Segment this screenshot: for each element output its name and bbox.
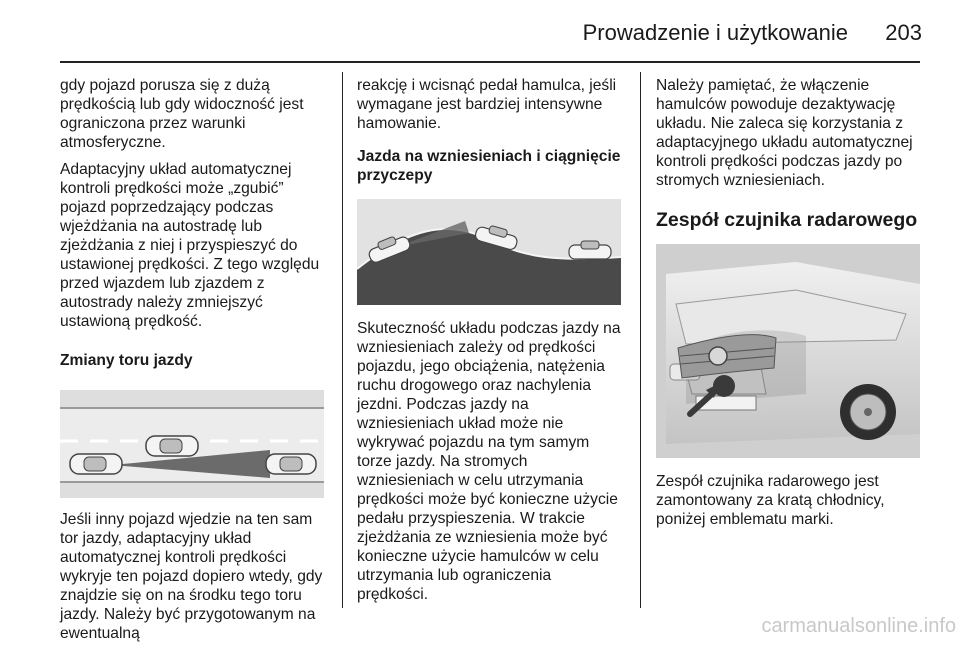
- paragraph: Należy pamiętać, że włączenie hamulców powoduje dezaktywację układu. Nie zaleca się korzystania z adaptacyjnego układu automatycznej kontroli prędkości podczas jazdy po stromych wzniesieniach.: [656, 77, 913, 189]
- header-rule: [60, 61, 920, 63]
- car-icon: [70, 454, 122, 474]
- paragraph: Adaptacyjny układ automatycznej kontroli prędkości może „zgubić” pojazd poprzedzający podczas wjeżdżania na autostradę lub zjeżdżania z niej i przyspieszyć do ustawionej prędkości. Z tego względu przed wjazdem lub zjazdem z autostrady należy zmniejszyć ustawioną prędkość.: [60, 161, 320, 330]
- page-header: [0, 0, 960, 62]
- section-heading-hills-trailer: Jazda na wzniesieniach i ciągnięcie przyczepy: [357, 148, 621, 184]
- paragraph: gdy pojazd porusza się z dużą prędkością lub gdy widoczność jest ograniczona przez warunki atmosferyczne.: [60, 77, 304, 151]
- radar-sensor-photo: [656, 244, 920, 458]
- lane-change-illustration: [60, 390, 324, 498]
- section-heading-lane-change: Zmiany toru jazdy: [60, 352, 193, 369]
- car-icon: [146, 436, 198, 456]
- car-icon: [266, 454, 316, 474]
- paragraph: Skuteczność układu podczas jazdy na wzniesieniach zależy od prędkości pojazdu, jego obciążenia, natężenia ruchu drogowego oraz nachylenia jezdni. Podczas jazdy na wzniesieniach układ może nie wykrywać pojazdu na tym samym torze jazdy. Na stromych wzniesieniach w celu utrzymania prędkości może być konieczne użycie pedału przyspieszenia. W trakcie zjeżdżania ze wzniesienia może być konieczne użycie hamulców w celu utrzymania lub ograniczenia prędkości.: [357, 320, 621, 603]
- running-title: Prowadzenie i użytkowanie: [582, 20, 848, 45]
- column-divider: [640, 72, 641, 608]
- watermark: carmanualsonline.info: [761, 615, 956, 637]
- paragraph: reakcję i wcisnąć pedał hamulca, jeśli wymagane jest bardziej intensywne hamowanie.: [357, 77, 617, 132]
- hill-driving-illustration: [357, 199, 621, 305]
- column-3: [656, 76, 928, 537]
- section-heading-radar-sensor: Zespół czujnika radarowego: [656, 209, 918, 231]
- paragraph: Zespół czujnika radarowego jest zamontowany za kratą chłodnicy, poniżej emblematu marki.: [656, 473, 885, 528]
- paragraph: Jeśli inny pojazd wjedzie na ten sam tor jazdy, adaptacyjny układ automatycznej kontroli prędkości wykryje ten pojazd dopiero wtedy, gdy znajdzie się on na środku tego toru jazdy. Należy być przygotowanym na ewentualną: [60, 511, 323, 642]
- brand-emblem-icon: [709, 347, 727, 365]
- column-divider: [342, 72, 343, 608]
- column-1: [60, 76, 330, 651]
- column-2: [357, 76, 625, 612]
- page-number: 203: [885, 20, 922, 45]
